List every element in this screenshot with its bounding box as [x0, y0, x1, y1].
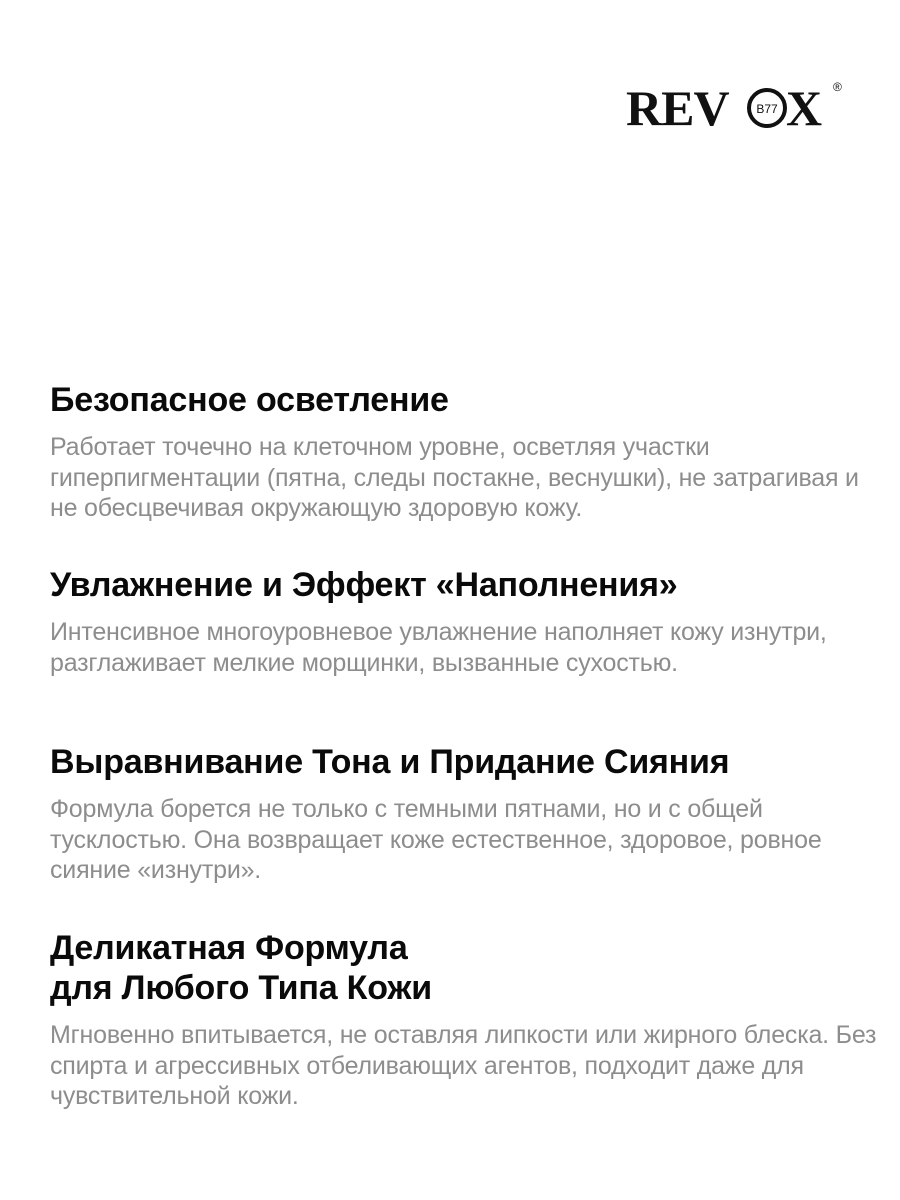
benefit-section: [50, 565, 880, 678]
benefit-section: [50, 928, 880, 1112]
benefit-section: [50, 742, 880, 886]
benefit-description: Интенсивное многоуровневое увлажнение наполняет кожу изнутри, разглаживает мелкие морщинки, вызванные сухостью.: [50, 618, 827, 677]
svg-text:B77: B77: [756, 102, 778, 116]
benefit-heading: Выравнивание Тона и Придание Сияния: [50, 743, 730, 781]
benefit-description: Работает точечно на клеточном уровне, осветляя участки гиперпигментации (пятна, следы постакне, веснушки), не затрагивая и не обесцвечивая окружающую здоровую кожу.: [50, 433, 859, 522]
benefit-section: [50, 380, 880, 524]
svg-text:®: ®: [833, 80, 842, 94]
svg-text:X: X: [786, 80, 823, 132]
benefit-heading: Деликатная Формула для Любого Типа Кожи: [50, 929, 432, 1007]
svg-text:REV: REV: [626, 80, 729, 132]
benefit-heading: Безопасное осветление: [50, 381, 449, 419]
benefit-description: Формула борется не только с темными пятнами, но и с общей тусклостью. Она возвращает коже естественное, здоровое, ровное сияние «изнутри».: [50, 795, 822, 884]
benefit-heading: Увлажнение и Эффект «Наполнения»: [50, 566, 678, 604]
benefit-description: Мгновенно впитывается, не оставляя липкости или жирного блеска. Без спирта и агрессивных отбеливающих агентов, подходит даже для чувствительной кожи.: [50, 1021, 877, 1110]
revox-logo: [626, 78, 846, 132]
